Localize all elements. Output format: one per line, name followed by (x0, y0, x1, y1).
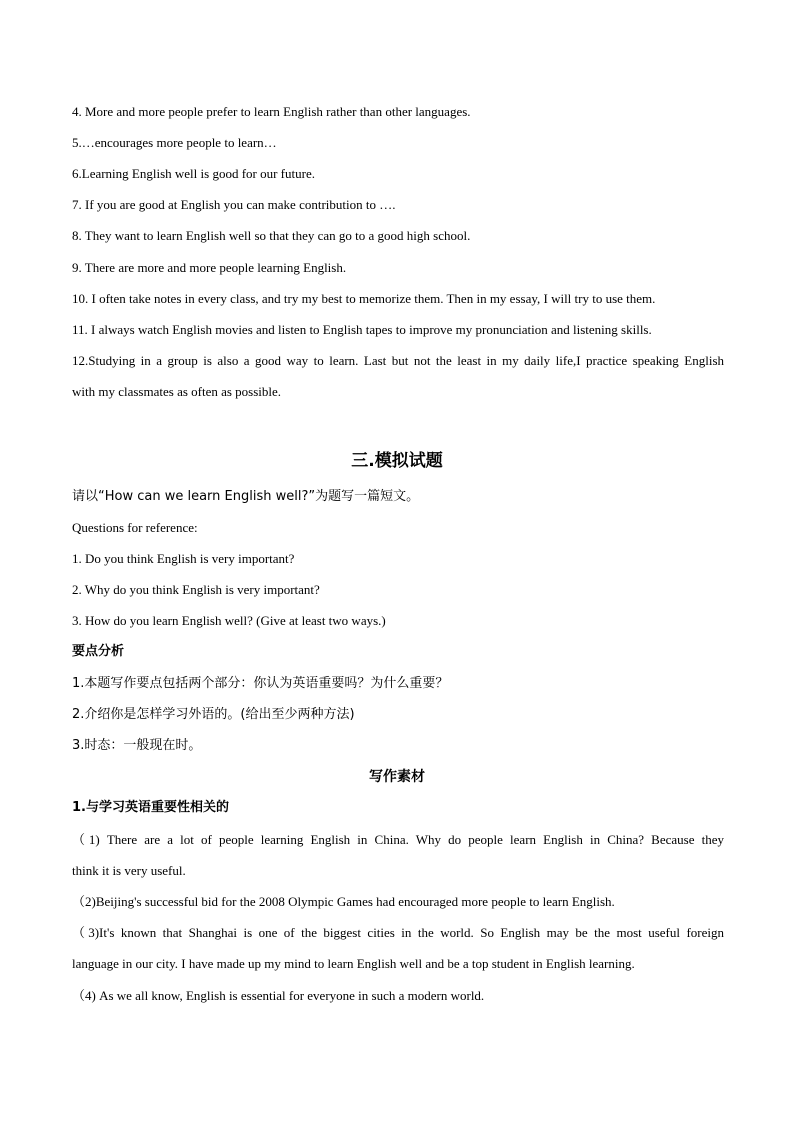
writing-prompt: 请以“How can we learn English well?”为题写一篇短文。 (72, 489, 420, 504)
material-line: language in our city. I have made up my mind to learn English well and be a top student in English learning. (72, 956, 635, 971)
materials-title: 写作素材 (369, 769, 425, 785)
questions-label: Questions for reference: (72, 520, 198, 535)
materials-subtitle: 1.与学习英语重要性相关的 (72, 800, 229, 815)
phrase-line: 9. There are more and more people learning English. (72, 260, 347, 275)
phrase-line: 8. They want to learn English well so that they can go to a good high school. (72, 228, 471, 243)
analysis-title: 要点分析 (72, 644, 125, 659)
phrase-line: 5.…encourages more people to learn… (72, 135, 277, 150)
question-item: 1. Do you think English is very important? (72, 551, 295, 566)
question-item: 2. Why do you think English is very important? (72, 582, 320, 597)
analysis-item: 1.本题写作要点包括两个部分：你认为英语重要吗？为什么重要？ (72, 676, 449, 691)
material-line: （2)Beijing's successful bid for the 2008 Olympic Games had encouraged more people to learn English. (72, 894, 615, 909)
analysis-item: 2.介绍你是怎样学习外语的。(给出至少两种方法) (72, 707, 355, 722)
material-line: think it is very useful. (72, 863, 186, 878)
phrase-line: 10. I often take notes in every class, and try my best to memorize them. Then in my essay, I will try to use them. (72, 291, 656, 306)
section-title: 三.模拟试题 (351, 451, 443, 471)
analysis-item: 3.时态：一般现在时。 (72, 738, 202, 753)
phrase-line: 4. More and more people prefer to learn English rather than other languages. (72, 104, 471, 119)
phrase-line: 7. If you are good at English you can make contribution to …. (72, 197, 396, 212)
question-item: 3. How do you learn English well? (Give at least two ways.) (72, 613, 386, 628)
material-line: （3)It's known that Shanghai is one of the biggest cities in the world. So English may be the most useful foreign (72, 925, 724, 940)
phrase-line: 11. I always watch English movies and listen to English tapes to improve my pronunciation and listening skills. (72, 322, 652, 337)
phrase-line: 12.Studying in a group is also a good way to learn. Last but not the least in my daily life,I practice speaking English (72, 353, 724, 368)
phrase-line: with my classmates as often as possible. (72, 384, 282, 399)
material-line: （4) As we all know, English is essential for everyone in such a modern world. (72, 988, 485, 1003)
phrase-line: 6.Learning English well is good for our future. (72, 166, 315, 181)
material-line: （1) There are a lot of people learning English in China. Why do people learn English in China? Because they (72, 832, 724, 847)
